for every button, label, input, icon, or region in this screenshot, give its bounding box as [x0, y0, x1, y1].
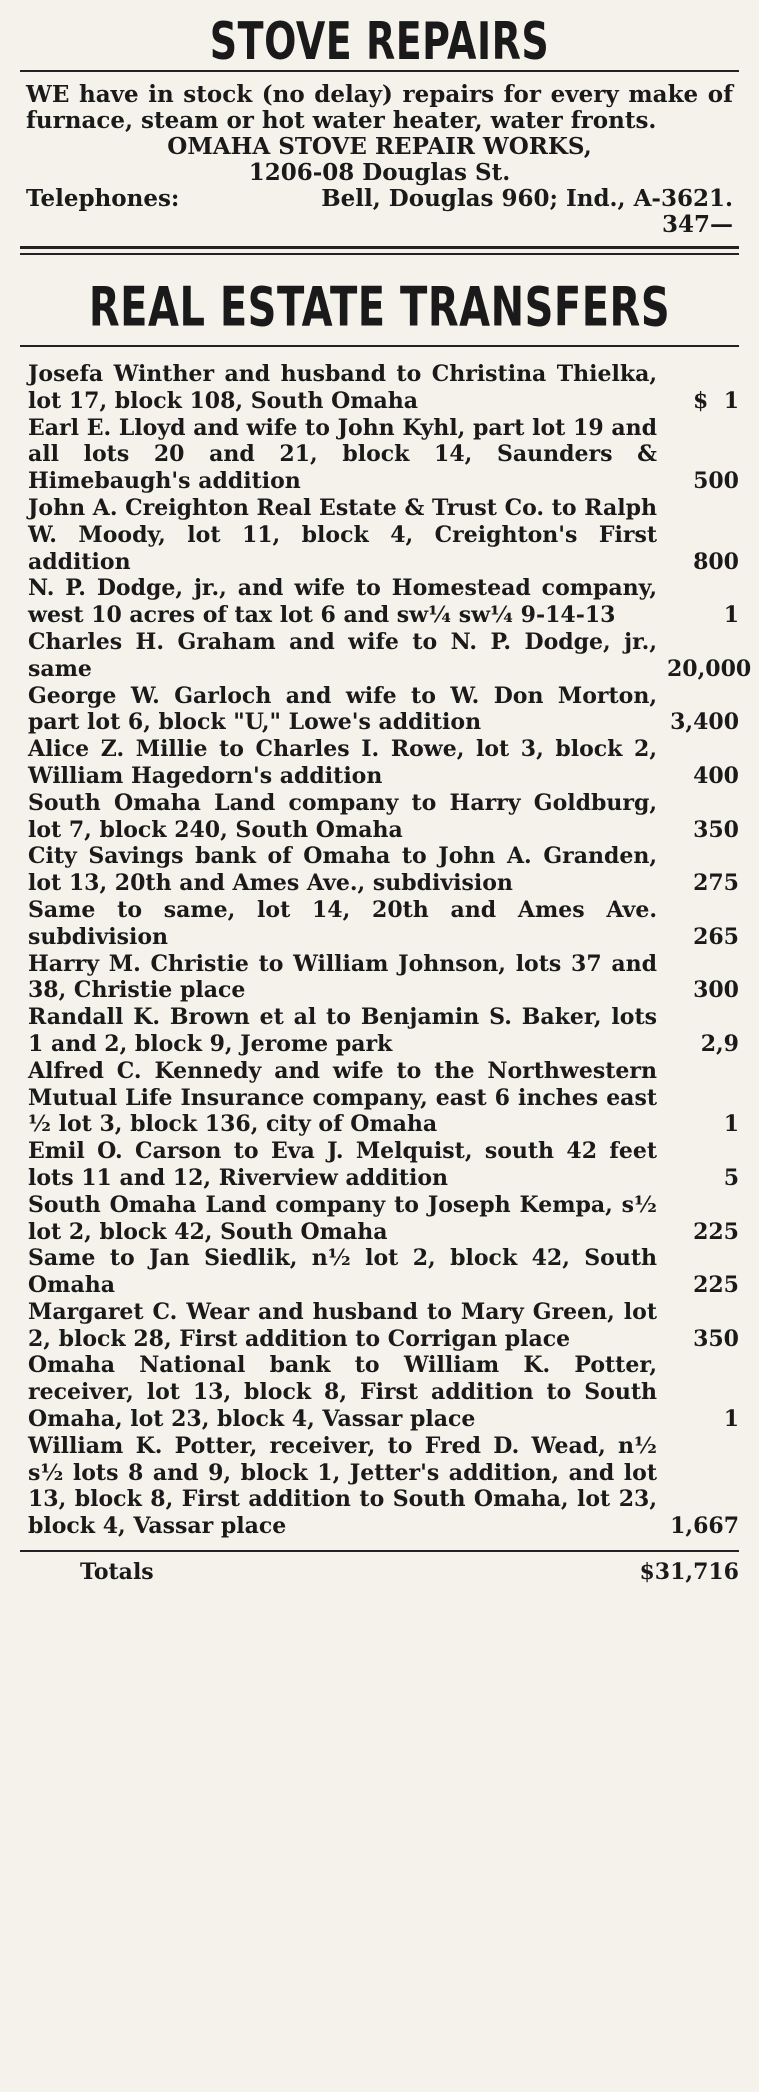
- ad-body: [20, 72, 739, 238]
- totals-amount: $31,716: [639, 1559, 739, 1586]
- phone-line: [26, 186, 733, 212]
- transfer-description: Emil O. Carson to Eva J. Melquist, south 42 feet lots 11 and 12, Riverview addition: [28, 1138, 657, 1191]
- transfer-description: Josefa Winther and husband to Christina Thielka, lot 17, block 108, South Omaha: [28, 361, 657, 414]
- company-name: OMAHA STOVE REPAIR WORKS,: [167, 133, 592, 160]
- transfer-entry: [28, 1352, 739, 1432]
- stove-repairs-ad: [20, 0, 739, 255]
- transfer-amount-cell: [667, 1406, 739, 1433]
- transfer-description: Earl E. Lloyd and wife to John Kyhl, part lot 19 and all lots 20 and 21, block 14, Saunders & Himebaugh's addition: [28, 414, 657, 495]
- transfer-amount-cell: [667, 1272, 739, 1299]
- transfer-amount: 1,667: [670, 1513, 739, 1540]
- transfer-entry: [28, 1058, 739, 1138]
- transfer-amount-cell: [667, 549, 739, 576]
- transfer-amount: 1: [723, 1406, 739, 1433]
- transfer-description: Harry M. Christie to William Johnson, lots 37 and 38, Christie place: [28, 950, 657, 1004]
- transfer-amount: 275: [693, 870, 739, 897]
- transfer-entry: [28, 1433, 739, 1540]
- transfer-description: Same to same, lot 14, 20th and Ames Ave. subdivision: [28, 896, 657, 950]
- transfer-amount-cell: [667, 977, 739, 1004]
- transfer-amount: 3,400: [670, 709, 739, 736]
- transfer-amount: 2,9: [700, 1030, 739, 1057]
- phones-label: Telephones:: [26, 185, 180, 212]
- transfer-amount: 350: [693, 1325, 739, 1352]
- transfer-description: Alfred C. Kennedy and wife to the Northwestern Mutual Life Insurance company, east 6 inches east ½ lot 3, block 136, city of Omaha: [28, 1057, 657, 1138]
- transfer-entry: [28, 1299, 739, 1353]
- transfer-description: Margaret C. Wear and husband to Mary Green, lot 2, block 28, First addition to Corrigan place: [28, 1298, 657, 1352]
- transfer-entry: [28, 736, 739, 790]
- transfer-entry: [28, 1004, 739, 1058]
- transfer-entry: [28, 575, 739, 629]
- transfer-amount: 1: [723, 602, 739, 629]
- transfer-amount: 800: [693, 548, 739, 575]
- transfer-amount-cell: [667, 924, 739, 951]
- transfer-amount: 350: [693, 816, 739, 843]
- phone-numbers: Bell, Douglas 960; Ind., A-3621.: [321, 185, 733, 212]
- transfer-amount-cell: [667, 468, 739, 495]
- transfer-entry: [28, 495, 739, 575]
- transfer-entry: [28, 415, 739, 495]
- transfer-description: Alice Z. Millie to Charles I. Rowe, lot 3, block 2, William Hagedorn's addition: [28, 736, 657, 789]
- transfer-description: Randall K. Brown et al to Benjamin S. Baker, lots 1 and 2, block 9, Jerome park: [28, 1004, 657, 1057]
- transfer-description: John A. Creighton Real Estate & Trust Co. to Ralph W. Moody, lot 11, block 4, Creighton's First addition: [28, 494, 657, 575]
- ad-text: WE have in stock (no delay) repairs for every make of furnace, steam or hot water heater, water fronts.: [26, 81, 733, 134]
- transfer-entry: [28, 1192, 739, 1246]
- transfer-entry: [28, 897, 739, 951]
- ad-headline: STOVE REPAIRS: [209, 11, 550, 72]
- transfer-entry: [28, 1138, 739, 1192]
- transfer-description: Charles H. Graham and wife to N. P. Dodge, jr., same: [28, 628, 657, 682]
- company-address: 1206-08 Douglas St.: [248, 159, 511, 186]
- double-divider: [20, 246, 739, 255]
- real-estate-transfers: [20, 276, 752, 1592]
- transfer-entry: [28, 1245, 739, 1299]
- ad-code: 347—: [661, 211, 733, 238]
- transfer-amount-cell: [667, 1165, 739, 1192]
- transfer-list: [20, 361, 752, 1540]
- transfer-amount: 500: [693, 468, 739, 495]
- transfer-amount: 225: [693, 1272, 739, 1299]
- transfer-entry: [28, 361, 739, 415]
- transfer-amount-cell: [667, 655, 752, 683]
- transfer-amount-cell: [667, 388, 739, 415]
- divider: [20, 345, 739, 347]
- section-headline: REAL ESTATE TRANSFERS: [88, 276, 671, 340]
- newspaper-clipping: [20, 0, 752, 1592]
- transfer-amount-cell: [667, 1326, 739, 1353]
- transfer-amount-cell: [667, 709, 739, 736]
- transfer-entry: [28, 790, 739, 844]
- transfer-amount-cell: [667, 1031, 739, 1058]
- transfer-amount-cell: [667, 1219, 739, 1246]
- transfer-entry: [28, 843, 739, 897]
- transfer-amount-cell: [667, 817, 739, 844]
- transfer-amount-cell: [667, 602, 739, 629]
- transfer-entry: [28, 683, 739, 737]
- transfer-description: South Omaha Land company to Joseph Kempa, s½ lot 2, block 42, South Omaha: [28, 1191, 657, 1245]
- totals-row: [20, 1552, 739, 1592]
- transfer-amount: 400: [693, 762, 739, 789]
- transfer-amount: 20,000: [667, 655, 752, 682]
- transfer-amount: 1: [723, 1111, 739, 1138]
- transfer-description: William K. Potter, receiver, to Fred D. Wead, n½ s½ lots 8 and 9, block 1, Jetter's addition, and lot 13, block 8, First addition to South Omaha, lot 23, block 4, Vassar place: [28, 1432, 657, 1540]
- totals-label: Totals: [80, 1559, 154, 1586]
- transfer-description: South Omaha Land company to Harry Goldburg, lot 7, block 240, South Omaha: [28, 789, 657, 843]
- transfer-amount: 265: [693, 923, 739, 950]
- transfer-entry: [28, 628, 752, 683]
- transfer-amount: 225: [693, 1218, 739, 1245]
- transfer-description: Omaha National bank to William K. Potter, receiver, lot 13, block 8, First addition to South Omaha, lot 23, block 4, Vassar place: [28, 1352, 657, 1433]
- transfer-description: George W. Garloch and wife to W. Don Morton, part lot 6, block "U," Lowe's addition: [28, 682, 657, 736]
- transfer-description: Same to Jan Siedlik, n½ lot 2, block 42, South Omaha: [28, 1245, 657, 1299]
- transfer-description: N. P. Dodge, jr., and wife to Homestead company, west 10 acres of tax lot 6 and sw¼ sw¼ 9-14-13: [28, 575, 657, 629]
- transfer-amount-cell: [667, 763, 739, 790]
- transfer-amount: 1: [723, 387, 739, 414]
- transfer-amount-cell: [667, 1111, 739, 1138]
- transfer-description: City Savings bank of Omaha to John A. Granden, lot 13, 20th and Ames Ave., subdivision: [28, 843, 657, 897]
- transfer-entry: [28, 951, 739, 1005]
- transfer-amount-cell: [667, 1513, 739, 1540]
- transfer-amount: 300: [693, 977, 739, 1004]
- currency-symbol: $: [693, 387, 709, 414]
- transfer-amount-cell: [667, 870, 739, 897]
- transfer-amount: 5: [723, 1164, 739, 1191]
